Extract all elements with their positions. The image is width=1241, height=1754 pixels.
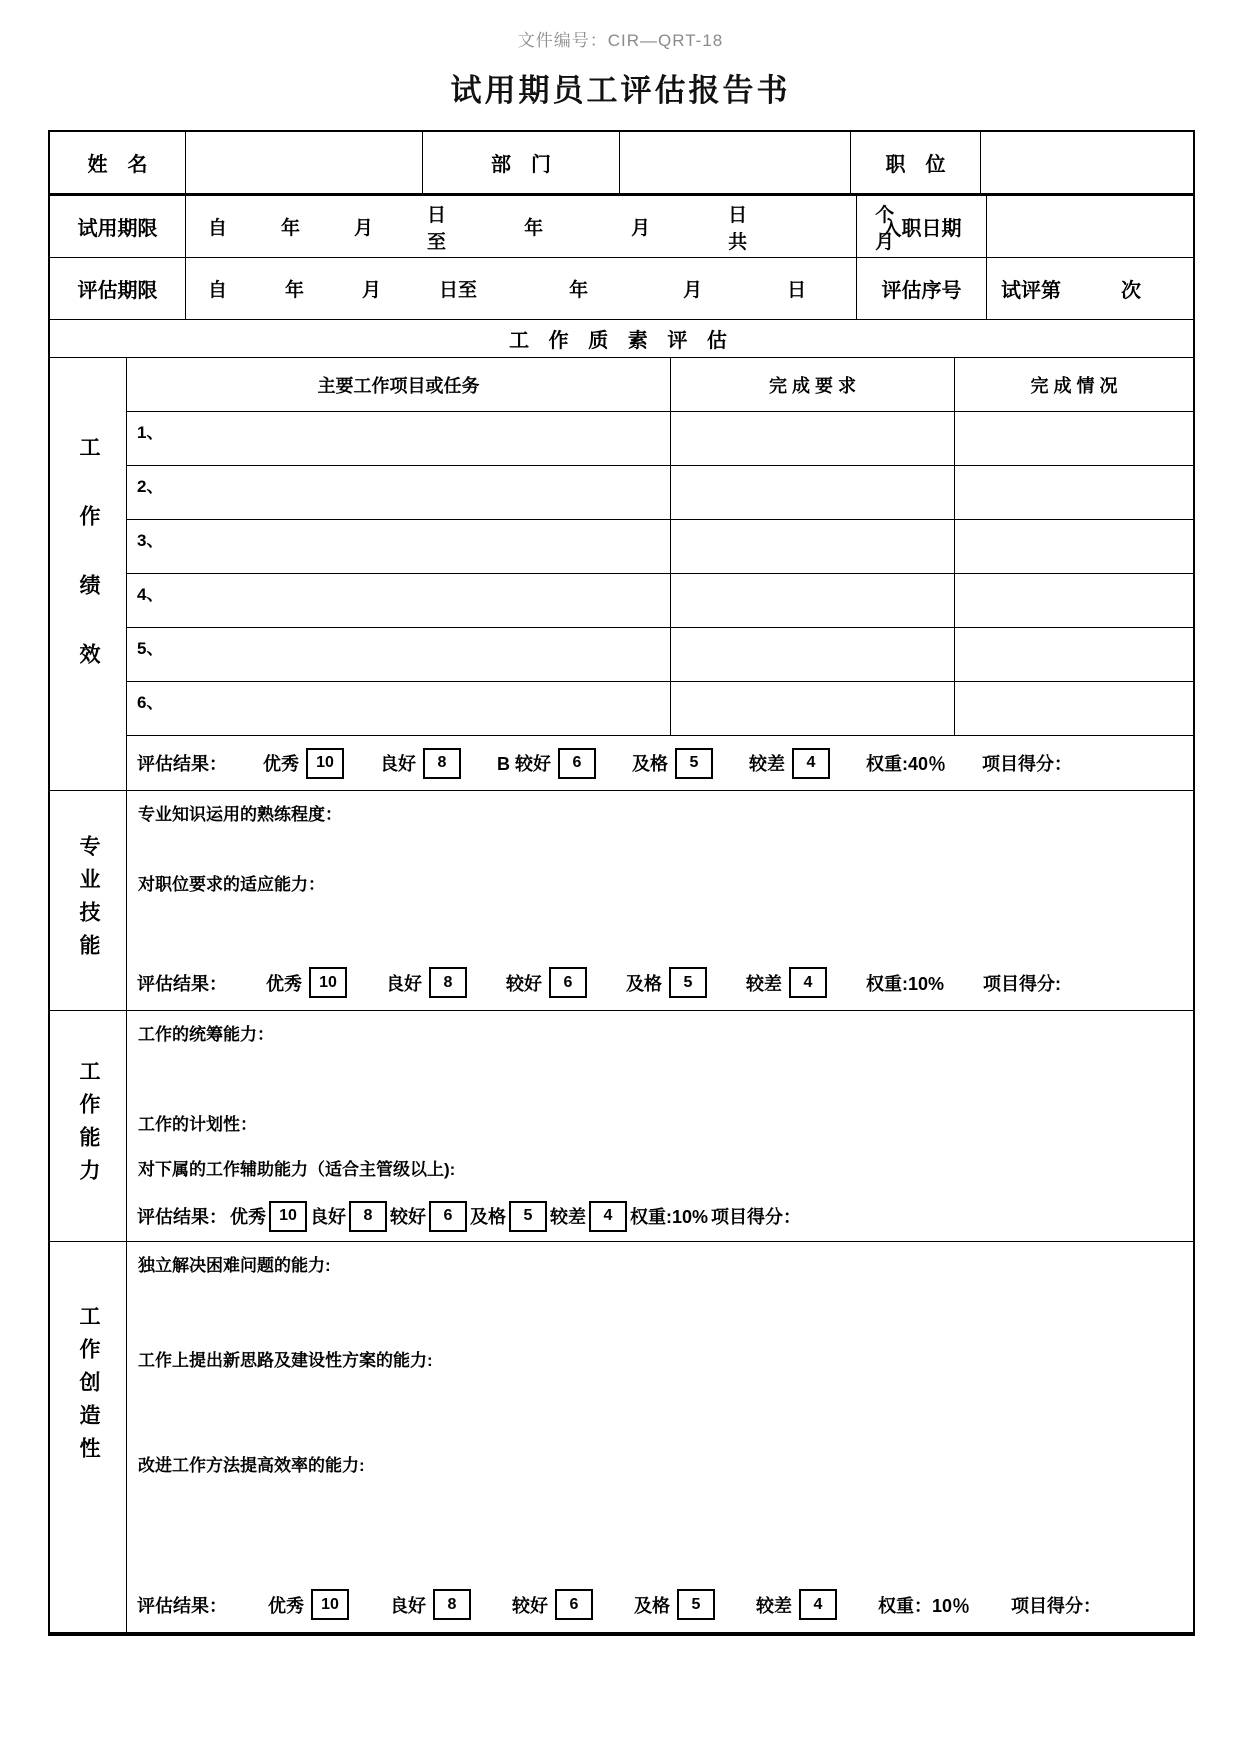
requirement-input-cell[interactable] [671, 682, 955, 735]
eval-seq-value-cell[interactable]: 试评第 次 [1001, 280, 1141, 302]
ability-section [50, 1011, 1193, 1242]
token: 年 [569, 280, 589, 301]
status-input-cell[interactable] [955, 412, 1193, 465]
dept-label: 部 门 [423, 132, 620, 193]
grade-label: 及格 [626, 973, 662, 994]
entry-date-input-cell[interactable] [987, 196, 1193, 257]
weight-label: 权重:40％ [866, 754, 947, 774]
token: 日 [787, 280, 807, 301]
task-number[interactable]: 1、 [127, 412, 671, 465]
token: 日至 [439, 280, 478, 301]
grade-label: 良好 [386, 973, 422, 994]
token: 月 [362, 280, 382, 301]
entry-date-label: 入职日期 [857, 196, 987, 257]
info-row-eval-period [50, 258, 1193, 320]
status-input-cell[interactable] [955, 628, 1193, 681]
grade-label: 及格 [634, 1595, 670, 1616]
task-row-3 [127, 520, 1193, 574]
requirement-column-header: 完 成 要 求 [671, 358, 955, 411]
task-number[interactable]: 5、 [127, 628, 671, 681]
task-number[interactable]: 4、 [127, 574, 671, 627]
skills-section [50, 791, 1193, 1011]
ability-side-label-cell [50, 1011, 127, 1241]
status-input-cell[interactable] [955, 574, 1193, 627]
info-row-identity [50, 132, 1193, 196]
grade-label: 优秀 [230, 1207, 266, 1227]
task-row-6 [127, 682, 1193, 736]
score-box: 8 [429, 967, 467, 998]
requirement-input-cell[interactable] [671, 412, 955, 465]
score-box: 4 [789, 967, 827, 998]
evaluation-form-table [48, 130, 1195, 1636]
ability-prompt-3[interactable]: 对下属的工作辅助能力（适合主管级以上): [138, 1160, 456, 1179]
status-input-cell[interactable] [955, 520, 1193, 573]
performance-side-label-cell [50, 358, 127, 790]
creativity-side-label: 工作创造性 [77, 1304, 100, 1470]
position-label: 职 位 [851, 132, 981, 193]
score-box: 5 [677, 1589, 715, 1620]
token: 自 [208, 280, 228, 301]
task-number[interactable]: 3、 [127, 520, 671, 573]
score-box: 10 [311, 1589, 349, 1620]
performance-header-row [127, 358, 1193, 412]
creativity-prompt-1[interactable]: 独立解决困难问题的能力: [138, 1256, 331, 1275]
name-input-cell[interactable] [186, 132, 423, 193]
quality-eval-banner: 工 作 质 素 评 估 [50, 320, 1193, 358]
task-row-2 [127, 466, 1193, 520]
score-box: 10 [306, 748, 344, 779]
token: 月 [631, 218, 651, 239]
grade-label: 较好 [506, 973, 542, 994]
ability-eval-row [127, 1191, 1193, 1241]
position-input-cell[interactable] [981, 132, 1193, 193]
task-row-1 [127, 412, 1193, 466]
skills-eval-row [127, 955, 1193, 1010]
project-score-label: 项目得分: [983, 973, 1062, 994]
task-number[interactable]: 6、 [127, 682, 671, 735]
requirement-input-cell[interactable] [671, 520, 955, 573]
grade-label: 及格 [632, 754, 668, 774]
weight-label: 权重：10％ [878, 1595, 971, 1616]
grade-label: 良好 [310, 1207, 346, 1227]
grade-label: 较差 [550, 1207, 586, 1227]
score-box: 8 [433, 1589, 471, 1620]
grade-label: 较好 [390, 1207, 426, 1227]
task-row-5 [127, 628, 1193, 682]
ability-prompt-2[interactable]: 工作的计划性： [138, 1115, 257, 1134]
grade-label: 优秀 [263, 754, 299, 774]
eval-result-label: 评估结果： [137, 754, 227, 774]
grade-label: B 较好 [497, 754, 551, 774]
task-row-4 [127, 574, 1193, 628]
info-row-probation [50, 196, 1193, 258]
creativity-eval-row [127, 1577, 1193, 1632]
skills-side-label-cell [50, 791, 127, 1010]
eval-seq-label: 评估序号 [857, 258, 987, 319]
dept-input-cell[interactable] [620, 132, 851, 193]
task-number[interactable]: 2、 [127, 466, 671, 519]
grade-label: 较差 [749, 754, 785, 774]
doc-number-value: CIR—QRT-18 [607, 31, 724, 50]
creativity-prompt-3[interactable]: 改进工作方法提高效率的能力: [138, 1456, 365, 1475]
grade-label: 较差 [756, 1595, 792, 1616]
project-score-label: 项目得分： [1011, 1595, 1102, 1616]
requirement-input-cell[interactable] [671, 628, 955, 681]
score-box: 6 [549, 967, 587, 998]
creativity-section [50, 1242, 1193, 1632]
ability-prompt-1[interactable]: 工作的统筹能力： [138, 1025, 274, 1044]
name-label: 姓 名 [50, 132, 186, 193]
doc-number-label: 文件编号： [517, 31, 608, 50]
requirement-input-cell[interactable] [671, 574, 955, 627]
eval-result-label: 评估结果： [137, 1207, 227, 1227]
score-box: 5 [509, 1201, 547, 1232]
skills-prompt-1[interactable]: 专业知识运用的熟练程度： [138, 805, 342, 824]
score-box: 4 [589, 1201, 627, 1232]
token: 月 [683, 280, 703, 301]
task-column-header: 主要工作项目或任务 [127, 358, 671, 411]
token: 日共 [728, 204, 748, 253]
token: 月 [354, 218, 374, 239]
status-input-cell[interactable] [955, 466, 1193, 519]
score-box: 4 [799, 1589, 837, 1620]
score-box: 8 [423, 748, 461, 779]
performance-eval-row [127, 736, 1193, 790]
project-score-label: 项目得分： [982, 754, 1073, 774]
project-score-label: 项目得分： [711, 1207, 802, 1227]
creativity-side-label-cell [50, 1242, 127, 1632]
score-box: 4 [792, 748, 830, 779]
score-box: 5 [675, 748, 713, 779]
form-title: 试用期员工评估报告书 [450, 73, 791, 108]
probation-label: 试用期限 [50, 196, 186, 257]
token: 年 [281, 218, 301, 239]
grade-label: 良好 [390, 1595, 426, 1616]
score-box: 8 [349, 1201, 387, 1232]
grade-label: 优秀 [266, 973, 302, 994]
eval-result-label: 评估结果： [137, 973, 227, 994]
token: 年 [285, 280, 305, 301]
performance-section [50, 358, 1193, 791]
token: 日至 [427, 204, 447, 253]
ability-side-label: 工作能力 [77, 1060, 100, 1192]
probation-period-cell[interactable] [186, 196, 895, 257]
requirement-input-cell[interactable] [671, 466, 955, 519]
score-box: 10 [269, 1201, 307, 1232]
token: 年 [524, 218, 544, 239]
score-box: 5 [669, 967, 707, 998]
grade-label: 优秀 [268, 1595, 304, 1616]
status-input-cell[interactable] [955, 682, 1193, 735]
weight-label: 权重:10% [630, 1207, 709, 1227]
skills-side-label: 专业技能 [77, 834, 100, 967]
eval-result-label: 评估结果： [137, 1595, 227, 1616]
status-column-header: 完 成 情 况 [1030, 375, 1118, 396]
grade-label: 较差 [746, 973, 782, 994]
grade-label: 良好 [380, 754, 416, 774]
score-box: 6 [555, 1589, 593, 1620]
token: 个月 [875, 204, 895, 253]
token: 自 [208, 218, 228, 239]
score-box: 6 [429, 1201, 467, 1232]
doc-number-line [0, 26, 1241, 51]
eval-period-cell[interactable] [186, 258, 857, 319]
grade-label: 较好 [512, 1595, 548, 1616]
score-box: 10 [309, 967, 347, 998]
score-box: 6 [558, 748, 596, 779]
performance-side-label: 工作绩效 [77, 436, 100, 712]
grade-label: 及格 [470, 1207, 506, 1227]
eval-period-label: 评估期限 [50, 258, 186, 319]
skills-prompt-2[interactable]: 对职位要求的适应能力： [138, 875, 325, 894]
creativity-prompt-2[interactable]: 工作上提出新思路及建设性方案的能力: [138, 1351, 433, 1370]
weight-label: 权重:10% [866, 973, 945, 994]
